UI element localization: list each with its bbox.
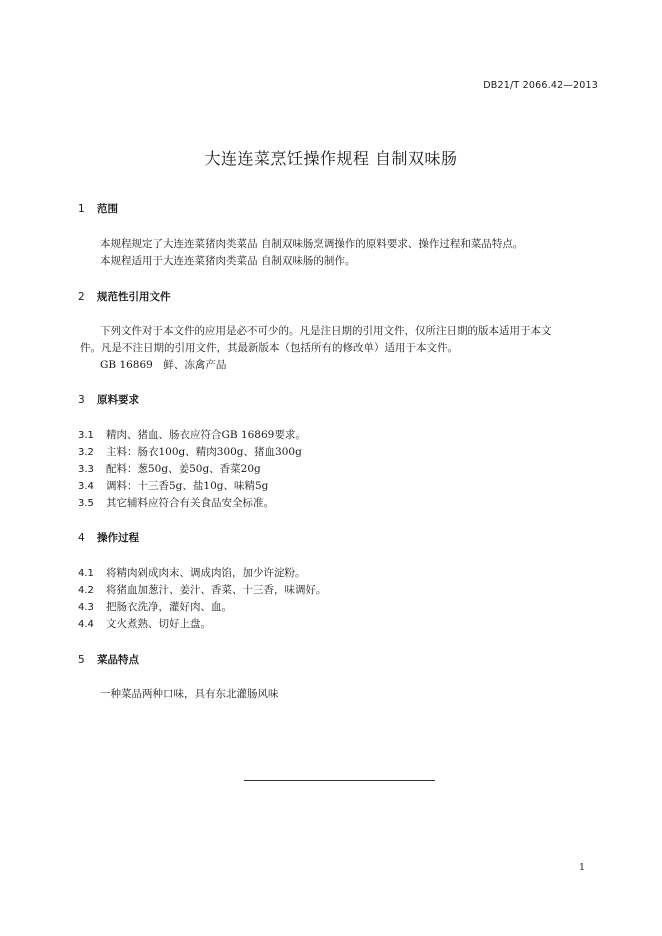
list-item: 4.4 文火煮熟、切好上盘。 — [78, 618, 211, 630]
paragraph: 件。凡是不注日期的引用文件，其最新版本（包括所有的修改单）适用于本文件。 — [80, 342, 458, 354]
section-heading-5: 5 菜品特点 — [78, 654, 139, 666]
list-item: 4.2 将猪血加葱汁、姜汁、香菜、十三香，味调好。 — [78, 584, 327, 596]
list-item: 4.3 把肠衣洗净，灌好肉、血。 — [78, 601, 232, 613]
page-title: 大连连菜烹饪操作规程 自制双味肠 — [204, 149, 458, 168]
reference-item: GB 16869 鲜、冻禽产品 — [100, 359, 227, 371]
paragraph: 本规程规定了大连连菜猪肉类菜品 自制双味肠烹调操作的原料要求、操作过程和菜品特点。 — [100, 238, 524, 250]
section-heading-1: 1 范围 — [78, 203, 118, 215]
paragraph: 下列文件对于本文件的应用是必不可少的。凡是注日期的引用文件，仅所注日期的版本适用于本文 — [100, 325, 552, 337]
list-item: 3.5 其它辅料应符合有关食品安全标准。 — [78, 497, 274, 509]
section-heading-4: 4 操作过程 — [78, 532, 139, 544]
section-heading-2: 2 规范性引用文件 — [78, 291, 171, 303]
section-heading-3: 3 原料要求 — [78, 394, 139, 406]
paragraph: 一种菜品两种口味，具有东北灌肠风味 — [100, 688, 279, 700]
page-number: 1 — [578, 862, 585, 873]
paragraph: 本规程适用于大连连菜猪肉类菜品 自制双味肠的制作。 — [100, 255, 356, 267]
end-divider — [244, 780, 435, 781]
list-item: 3.4 调料：十三香5g、盐10g、味精5g — [78, 480, 269, 492]
list-item: 3.3 配料：葱50g、姜50g、香菜20g — [78, 463, 261, 475]
list-item: 3.1 精肉、猪血、肠衣应符合GB 16869要求。 — [78, 429, 306, 441]
document-code: DB21/T 2066.42—2013 — [483, 80, 598, 91]
list-item: 3.2 主料：肠衣100g、精肉300g、猪血300g — [78, 446, 302, 458]
list-item: 4.1 将精肉剁成肉末、调成肉馅，加少许淀粉。 — [78, 567, 306, 579]
